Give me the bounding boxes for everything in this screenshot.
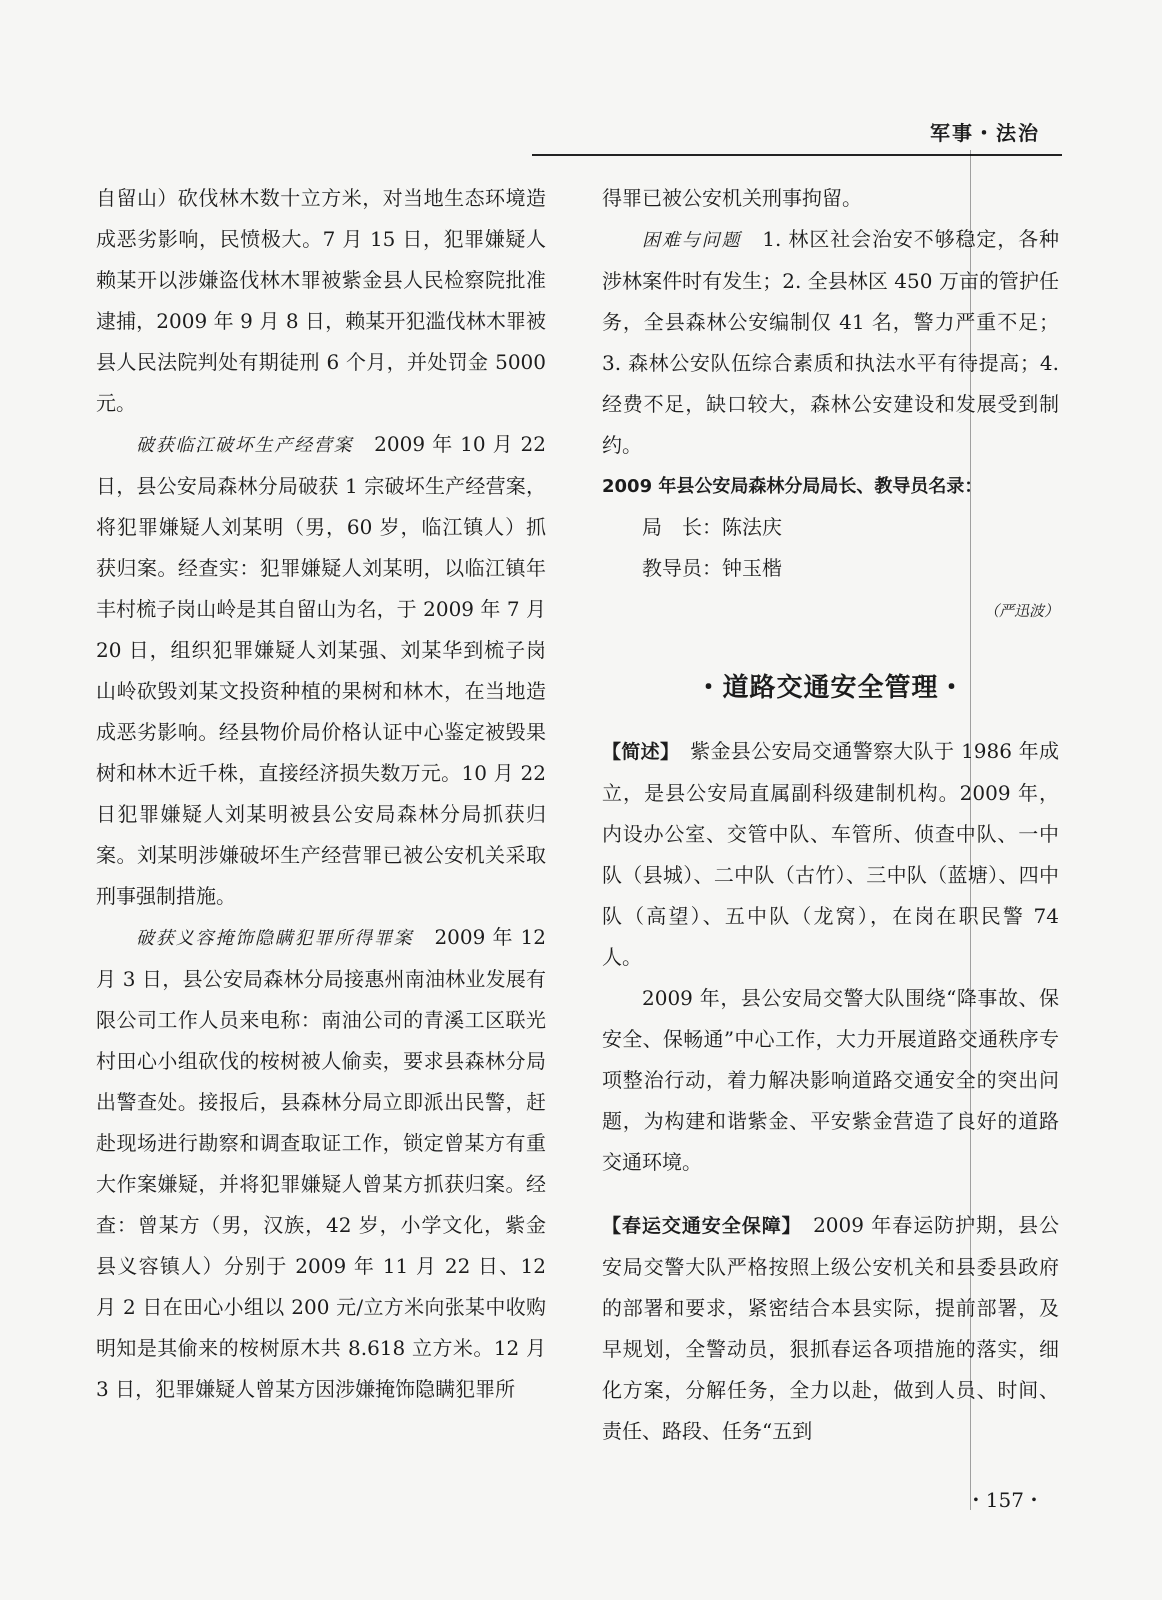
roster-title: 2009 年县公安局森林分局局长、教导员名录：	[602, 476, 983, 497]
left-column	[96, 178, 546, 1410]
summary-paragraph	[602, 731, 1059, 978]
roster-instructor: 教导员：钟玉楷	[642, 556, 782, 580]
roster-chief: 局 长：陈法庆	[642, 515, 782, 539]
right-column	[602, 178, 1059, 1452]
header-rule	[532, 154, 1062, 156]
case-title: 破获义容掩饰隐瞒犯罪所得罪案	[136, 928, 414, 949]
paragraph: 得罪已被公安机关刑事拘留。	[602, 186, 862, 210]
problems-paragraph	[602, 219, 1059, 466]
summary-label: 【简述】	[602, 741, 670, 763]
spring-paragraph	[602, 1205, 1059, 1452]
summary-body: 紫金县公安局交通警察大队于 1986 年成立，是县公安局直属副科级建制机构。2009 年，内设办公室、交管中队、车管所、侦查中队、一中队（县城）、二中队（古竹）、三中队（蓝塘）、四中队（高望）、五中队（龙窝），在岗在职民警 74 人。	[602, 739, 1059, 969]
problems-title: 困难与问题	[642, 230, 742, 251]
spring-label: 【春运交通安全保障】	[602, 1215, 793, 1237]
problems-body: 1. 林区社会治安不够稳定，各种涉林案件时有发生；2. 全县林区 450 万亩的管护任务，全县森林公安编制仅 41 名，警力严重不足；3. 森林公安队伍综合素质和执法水平有待提高；4. 经费不足，缺口较大，森林公安建设和发展受到制约。	[602, 227, 1059, 457]
paragraph: 自留山）砍伐林木数十立方米，对当地生态环境造成恶劣影响，民愤极大。7 月 15 日，犯罪嫌疑人赖某开以涉嫌盗伐林木罪被紫金县人民检察院批准逮捕，2009 年 9 月 8 日，赖某开犯滥伐林木罪被县人民法院判处有期徒刑 6 个月，并处罚金 5000 元。	[96, 186, 546, 415]
case-body: 2009 年 10 月 22 日，县公安局森林分局破获 1 宗破坏生产经营案，将犯罪嫌疑人刘某明（男，60 岁，临江镇人）抓获归案。经查实：犯罪嫌疑人刘某明，以临江镇年丰村梳子岗山岭是其自留山为名，于 2009 年 7 月 20 日，组织犯罪嫌疑人刘某强、刘某华到梳子岗山岭砍毁刘某文投资种植的果树和林木，在当地造成恶劣影响。经县物价局价格认证中心鉴定被毁果树和林木近千株，直接经济损失数万元。10 月 22 日犯罪嫌疑人刘某明被县公安局森林分局抓获归案。刘某明涉嫌破坏生产经营罪已被公安机关采取刑事强制措施。	[96, 432, 547, 908]
author-credit: （严迅波）	[983, 602, 1059, 620]
page-number: ・157・	[965, 1488, 1044, 1512]
section-title: ・道路交通安全管理・	[695, 673, 966, 703]
case-body: 2009 年 12 月 3 日，县公安局森林分局接惠州南油林业发展有限公司工作人员来电称：南油公司的青溪工区联光村田心小组砍伐的桉树被人偷卖，要求县森林分局出警查处。接报后，县森林分局立即派出民警，赶赴现场进行勘察和调查取证工作，锁定曾某方有重大作案嫌疑，并将犯罪嫌疑人曾某方抓获归案。经查：曾某方（男，汉族，42 岁，小学文化，紫金县义容镇人）分别于 2009 年 11 月 22 日、12 月 2 日在田心小组以 200 元/立方米向张某中收购明知是其偷来的桉树原木共 8.618 立方米。12 月 3 日，犯罪嫌疑人曾某方因涉嫌掩饰隐瞒犯罪所	[96, 925, 547, 1401]
case-paragraph	[96, 424, 546, 917]
case-paragraph	[96, 917, 546, 1410]
case-title: 破获临江破坏生产经营案	[136, 435, 354, 456]
running-head: 军事・法治	[930, 121, 1040, 145]
paragraph: 2009 年，县公安局交警大队围绕“降事故、保安全、保畅通”中心工作，大力开展道路交通秩序专项整治行动，着力解决影响道路交通安全的突出问题，为构建和谐紫金、平安紫金营造了良好的道路交通环境。	[602, 986, 1059, 1174]
spacer	[602, 1183, 1059, 1205]
spring-body: 2009 年春运防护期，县公安局交警大队严格按照上级公安机关和县委县政府的部署和要求，紧密结合本县实际，提前部署，及早规划，全警动员，狠抓春运各项措施的落实，细化方案，分解任务，全力以赴，做到人员、时间、责任、路段、任务“五到	[602, 1213, 1059, 1443]
